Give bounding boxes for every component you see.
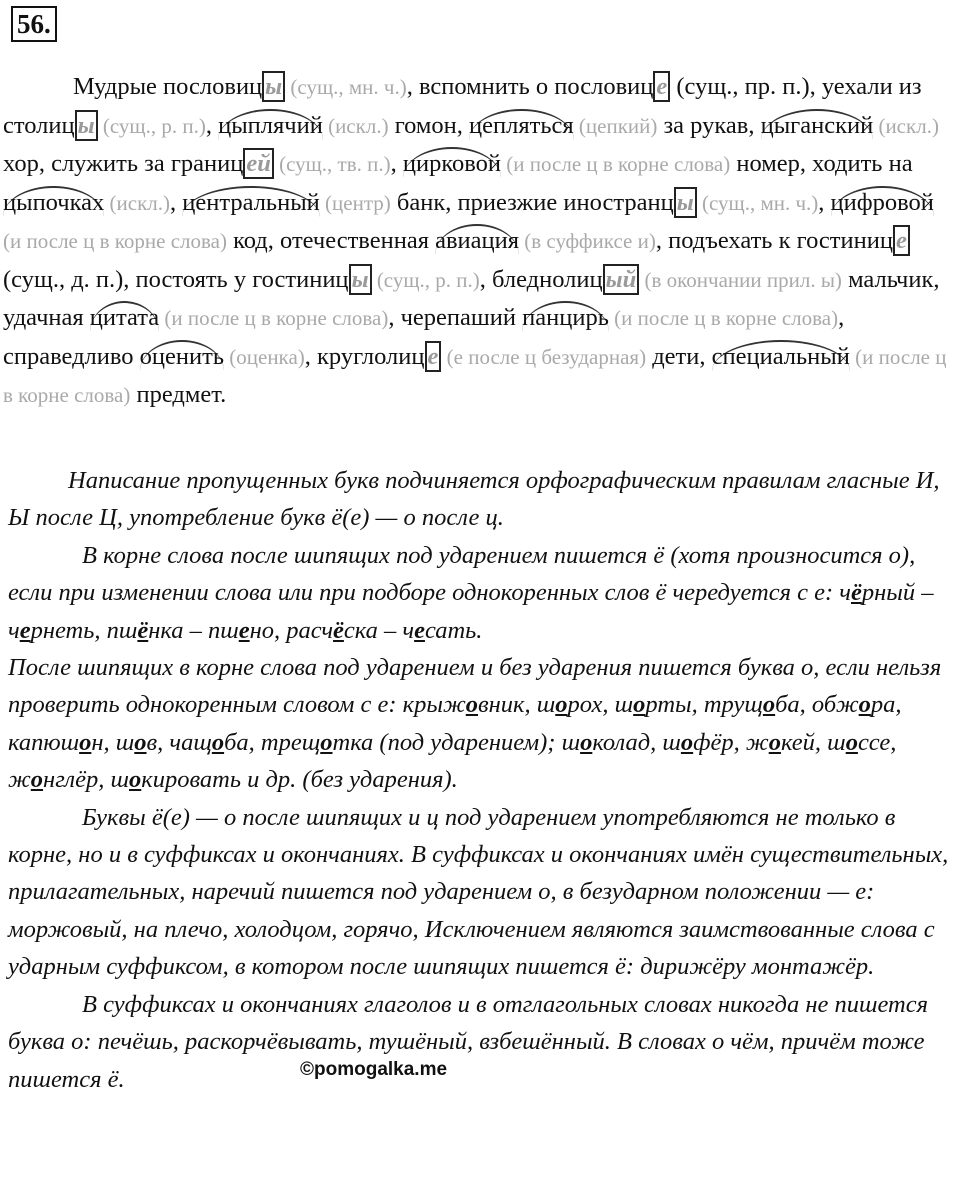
grammar-hint: (искл.) bbox=[873, 113, 939, 138]
rule-text: рный – ч bbox=[8, 579, 934, 644]
grammar-hint: (центр) bbox=[319, 190, 391, 215]
rule-text: кей, ш bbox=[780, 728, 846, 756]
text-fragment: дети, bbox=[646, 342, 712, 370]
rule-text: ба, трещ bbox=[224, 728, 321, 756]
example-letter: е bbox=[414, 616, 425, 644]
rule-text: ссе, ж bbox=[8, 728, 897, 794]
example-letter: о bbox=[30, 766, 44, 794]
grammar-hint: (сущ., тв. п.) bbox=[273, 152, 391, 176]
example-letter: о bbox=[320, 728, 333, 756]
root-word: цыпочках bbox=[3, 186, 104, 217]
text-fragment: , вспомнить о пословиц bbox=[406, 73, 654, 100]
root-word: цитата bbox=[90, 301, 159, 332]
example-letter: ё bbox=[137, 616, 149, 644]
root-word: панцирь bbox=[522, 301, 609, 332]
rule-text: тка (под ударением); ш bbox=[332, 728, 581, 756]
grammar-hint: (е после ц безударная) bbox=[441, 344, 647, 369]
root-word: цыплячий bbox=[218, 109, 323, 140]
rule-text: фёр, ж bbox=[693, 728, 769, 756]
rule-paragraph bbox=[8, 799, 956, 986]
grammar-hint: (искл.) bbox=[104, 190, 171, 215]
example-letter: ё bbox=[850, 579, 862, 607]
text-fragment: предмет. bbox=[130, 381, 227, 408]
text-fragment: , bbox=[818, 188, 831, 216]
text-fragment: , bbox=[390, 150, 403, 177]
grammar-hint: (сущ., р. п.) bbox=[371, 267, 480, 292]
grammar-hint: (цепкий) bbox=[573, 113, 658, 138]
text-fragment: (сущ., д. п.), постоять у гостиниц bbox=[3, 265, 349, 293]
inserted-ending: ей bbox=[243, 148, 274, 179]
text-fragment: , подъехать к гостиниц bbox=[655, 227, 893, 254]
grammar-hint: (и после ц в корне слова) bbox=[159, 306, 389, 330]
text-fragment: , bbox=[170, 188, 183, 216]
example-letter: о bbox=[555, 691, 568, 719]
grammar-hint: (в окончании прил. ы) bbox=[639, 267, 842, 292]
grammar-hint: (и после ц в корне слова) bbox=[3, 229, 227, 253]
text-fragment: хор, служить за границ bbox=[3, 150, 244, 177]
root-word: цифровой bbox=[831, 186, 934, 217]
example-letter: о bbox=[768, 728, 781, 756]
watermark: ©pomogalka.me bbox=[300, 1059, 448, 1080]
rule-text: В корне слова после шипящих под ударением пишется ё (хотя произносится о), если при изменении слова или при подборе однокоренных слов ё чередуется с е: ч bbox=[8, 541, 916, 607]
text-fragment: номер, ходить на bbox=[730, 150, 913, 177]
root-word: цепляться bbox=[469, 109, 574, 140]
root-word: цирковой bbox=[403, 147, 501, 178]
example-letter: о bbox=[845, 728, 858, 756]
rule-text: ба, обж bbox=[775, 691, 859, 719]
inserted-ending: ы bbox=[75, 110, 98, 141]
grammar-hint: (сущ., мн. ч.) bbox=[696, 190, 819, 215]
inserted-ending: ы bbox=[349, 264, 372, 295]
grammar-hint: (сущ., мн. ч.) bbox=[285, 75, 407, 99]
grammar-hint: (оценка) bbox=[224, 344, 305, 369]
rule-text: в, чащ bbox=[146, 728, 212, 756]
rule-paragraph bbox=[8, 462, 956, 537]
text-fragment: Мудрые пословиц bbox=[73, 73, 263, 100]
text-fragment: , справедливо bbox=[3, 304, 845, 370]
rule-text: рох, ш bbox=[567, 691, 634, 719]
inserted-ending: ы bbox=[262, 71, 285, 102]
root-word: оценить bbox=[140, 340, 224, 371]
grammar-hint: (сущ., р. п.) bbox=[97, 113, 206, 138]
rule-text: Буквы ё(е) — о после шипящих и ц под ударением употребляются не только в корне, но и в суффиксах и окончаниях. В суффиксах и окончаниях имён существительных, прилагательных, наречий пишется под ударением о, в безударном положении — е: моржовый, на плечо, холодцом, горячо, Исключением являются заимствованные слова с ударным суффиксом, в котором после шипящих пишется ё: дирижёру монтажёр. bbox=[8, 803, 949, 981]
rule-text: сать. bbox=[424, 616, 483, 644]
text-fragment: гомон, bbox=[388, 111, 470, 139]
example-letter: е bbox=[238, 616, 250, 644]
example-letter: о bbox=[134, 728, 147, 756]
rule-text: но, расч bbox=[249, 616, 334, 644]
text-fragment: , бледнолиц bbox=[479, 265, 603, 293]
rule-paragraph bbox=[8, 986, 956, 1098]
root-word: авиация bbox=[435, 224, 519, 255]
rule-text: В суффиксах и окончаниях глаголов и в отглагольных словах никогда не пишется буква о: печёшь, раскорчёвывать, тушёный, взбешённый. В словах о чём, причём тоже пишется ё. bbox=[8, 990, 928, 1093]
text-fragment: банк, приезжие иностранц bbox=[390, 188, 674, 216]
rule-text: ра, капюш bbox=[8, 691, 902, 756]
rule-explanation bbox=[8, 462, 956, 1098]
rule-text: нка – пш bbox=[148, 616, 239, 644]
rule-text: вник, ш bbox=[478, 691, 556, 719]
exercise-number: 56. bbox=[11, 6, 57, 42]
text-fragment: код, отечественная bbox=[226, 227, 436, 254]
example-letter: о bbox=[129, 766, 142, 794]
inserted-ending: е bbox=[653, 71, 670, 102]
inserted-ending: ы bbox=[674, 187, 697, 218]
rule-text: нглёр, ш bbox=[43, 766, 129, 794]
rule-text: колад, ш bbox=[592, 728, 681, 756]
grammar-hint: (и после ц в корне слова) bbox=[608, 306, 839, 330]
example-letter: о bbox=[79, 728, 92, 756]
rule-text: ска – ч bbox=[343, 616, 415, 644]
text-fragment: за рукав, bbox=[657, 111, 761, 139]
exercise-text bbox=[3, 68, 953, 415]
example-letter: о bbox=[211, 728, 225, 756]
rule-paragraph bbox=[8, 537, 956, 649]
example-letter: о bbox=[465, 691, 479, 719]
grammar-hint: (искл.) bbox=[322, 113, 389, 138]
example-letter: ё bbox=[333, 616, 344, 644]
rule-text: После шипящих в корне слова под ударением и без ударения пишется буква о, если нельзя проверить однокоренным словом с е: крыж bbox=[8, 654, 942, 719]
rule-text: кировать и др. (без ударения). bbox=[141, 766, 458, 794]
root-word: центральный bbox=[182, 186, 320, 217]
example-letter: о bbox=[858, 691, 871, 719]
example-letter: о bbox=[633, 691, 646, 719]
rule-text: рнеть, пш bbox=[30, 616, 138, 644]
text-fragment: , круглолиц bbox=[304, 342, 425, 370]
text-fragment: мальчик, удачная bbox=[3, 265, 940, 331]
root-word: специальный bbox=[712, 340, 850, 371]
example-letter: е bbox=[19, 616, 31, 644]
rule-text: рты, трущ bbox=[645, 691, 763, 719]
inserted-ending: ый bbox=[603, 264, 640, 295]
rule-paragraph bbox=[8, 649, 956, 799]
text-fragment: , черепаший bbox=[388, 304, 523, 331]
rule-text: Написание пропущенных букв подчиняется орфографическим правилам гласные И, Ы после Ц, употребление букв ё(е) — о после ц. bbox=[8, 467, 940, 532]
root-word: цыганский bbox=[761, 109, 874, 140]
text-fragment: (сущ., пр. п.), уехали из столиц bbox=[3, 73, 922, 139]
example-letter: о bbox=[580, 728, 593, 756]
inserted-ending: е bbox=[425, 341, 442, 372]
text-fragment: , bbox=[205, 111, 219, 139]
grammar-hint: (и после ц в корне слова) bbox=[501, 152, 731, 176]
example-letter: о bbox=[762, 691, 776, 719]
rule-text: н, ш bbox=[91, 728, 135, 756]
example-letter: о bbox=[680, 728, 694, 756]
grammar-hint: (и после ц в корне слова) bbox=[3, 344, 947, 407]
inserted-ending: е bbox=[893, 225, 910, 256]
grammar-hint: (в суффиксе и) bbox=[519, 229, 656, 253]
